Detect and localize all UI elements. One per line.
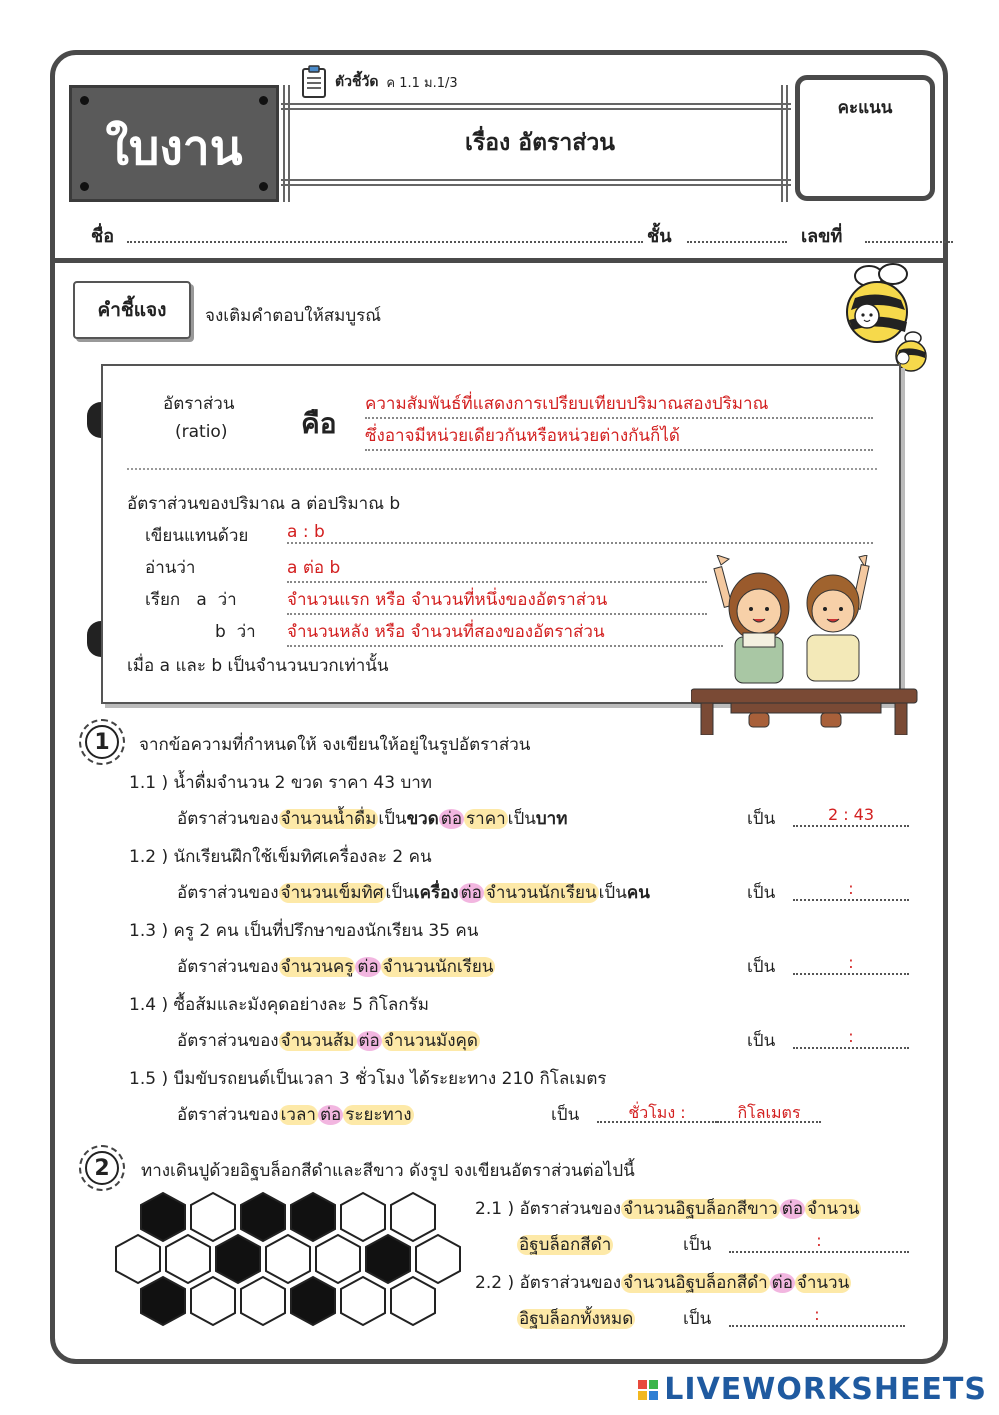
item-number: 2.2 ) — [475, 1273, 515, 1293]
highlight-term: จำนวนนักเรียน — [485, 883, 597, 903]
directions-label: คำชี้แจง — [73, 281, 191, 339]
is-label: เป็น — [683, 1235, 712, 1255]
is-label: เป็น — [747, 957, 776, 977]
answer-field-2-1[interactable]: : — [729, 1231, 909, 1253]
name-field[interactable] — [127, 241, 643, 243]
highlight-term: จำนวนส้ม — [280, 1031, 355, 1051]
highlight-term: จำนวนครู — [280, 957, 354, 977]
header-rule — [281, 184, 791, 186]
item-2-2 — [475, 1269, 851, 1296]
answer-field-1-1[interactable]: 2 : 43 — [793, 805, 909, 827]
connector: เป็น — [507, 809, 536, 829]
header-rule — [283, 85, 285, 202]
ratio-prefix: อัตราส่วนของ — [177, 809, 279, 829]
ratio-sentence-1-2 — [177, 879, 650, 906]
divider — [127, 468, 877, 470]
answer-field-1-5-b[interactable]: กิโลเมตร — [717, 1101, 821, 1123]
header-rule — [281, 108, 791, 110]
question-1-instruction: จากข้อความที่กำหนดให้ จงเขียนให้อยู่ในรูปอัตราส่วน — [139, 735, 531, 755]
hexagon-tile-diagram — [109, 1191, 469, 1355]
question-2-badge — [79, 1145, 125, 1191]
condition: เมื่อ a และ b เป็นจำนวนบวกเท่านั้น — [127, 656, 389, 676]
unit: บาท — [535, 809, 568, 829]
item-number: 1.1 ) — [129, 773, 169, 793]
worksheet-frame — [50, 50, 948, 1364]
answer-field-1-5-a[interactable]: ชั่วโมง : — [597, 1101, 717, 1123]
call-b-label: b ว่า — [215, 622, 256, 642]
is-label: เป็น — [551, 1105, 580, 1125]
answer-field-2-2[interactable]: : — [729, 1305, 905, 1327]
header-rule — [281, 103, 791, 105]
highlight-term: อิฐบล็อกทั้งหมด — [519, 1309, 634, 1329]
question-1-number: 1 — [85, 725, 119, 759]
highlight-term: จำนวนมังคุด — [383, 1031, 478, 1051]
name-label: ชื่อ — [91, 226, 115, 247]
item-1-2 — [129, 843, 432, 870]
item-2-1-cont — [517, 1231, 613, 1258]
item-1-5 — [129, 1065, 607, 1092]
highlight-term: จำนวนอิฐบล็อกสีดำ — [623, 1273, 768, 1293]
question-1-badge — [79, 719, 125, 765]
item-1-3 — [129, 917, 478, 944]
is-label: เป็น — [747, 809, 776, 829]
item-text: นักเรียนฝึกใช้เข็มทิศเครื่องละ 2 คน — [173, 847, 432, 867]
item-text: บีมขับรถยนต์เป็นเวลา 3 ชั่วโมง ได้ระยะทาง 210 กิโลเมตร — [173, 1069, 607, 1089]
liveworksheets-icon — [638, 1380, 658, 1400]
header-rule — [281, 179, 791, 181]
item-number: 1.5 ) — [129, 1069, 169, 1089]
unit: เครื่อง — [413, 883, 459, 903]
is-label: เป็น — [747, 1031, 776, 1051]
item-text: น้ำดื่มจำนวน 2 ขวด ราคา 43 บาท — [173, 773, 433, 793]
highlight-term: ราคา — [466, 809, 506, 829]
header-rule — [288, 85, 290, 202]
to-word: ต่อ — [440, 809, 463, 829]
ratio-prefix: อัตราส่วนของ — [519, 1199, 622, 1219]
term-english: (ratio) — [175, 422, 228, 442]
call-a-label: เรียก a ว่า — [145, 590, 237, 610]
to-word: ต่อ — [358, 1031, 380, 1051]
written-value: a : b — [287, 522, 873, 544]
read-label: อ่านว่า — [145, 558, 196, 578]
question-2-instruction: ทางเดินปูด้วยอิฐบล็อกสีดำและสีขาว ดังรูป จงเขียนอัตราส่วนต่อไปนี้ — [141, 1161, 635, 1181]
highlight-term: จำนวน — [807, 1199, 860, 1219]
item-1-1 — [129, 769, 432, 796]
to-word: ต่อ — [357, 957, 379, 977]
ratio-intro: อัตราส่วนของปริมาณ a ต่อปริมาณ b — [127, 494, 401, 514]
term: อัตราส่วน — [163, 394, 235, 414]
is-label: เป็น — [747, 883, 776, 903]
read-value: a ต่อ b — [287, 554, 707, 583]
written-label: เขียนแทนด้วย — [145, 526, 249, 546]
student-info-row — [91, 221, 921, 251]
number-field[interactable] — [865, 241, 953, 243]
is-word: คือ — [301, 407, 337, 440]
indicator-value: ค 1.1 ม.1/3 — [386, 75, 458, 91]
ratio-sentence-1-1 — [177, 805, 567, 832]
answer-field-1-4[interactable]: : — [793, 1027, 909, 1049]
connector: เป็น — [385, 883, 414, 903]
clipboard-icon — [301, 65, 327, 99]
highlight-term: จำนวนนักเรียน — [382, 957, 494, 977]
liveworksheets-logo — [638, 1372, 987, 1407]
item-2-2-cont — [517, 1305, 635, 1332]
class-field[interactable] — [687, 241, 787, 243]
highlight-term: ระยะทาง — [345, 1105, 412, 1125]
score-label: คะแนน — [837, 98, 893, 118]
corner-dot — [80, 96, 89, 105]
call-a-value: จำนวนแรก หรือ จำนวนที่หนึ่งของอัตราส่วน — [287, 586, 707, 615]
ratio-prefix: อัตราส่วนของ — [177, 1031, 279, 1051]
item-2-1 — [475, 1195, 861, 1222]
to-word: ต่อ — [319, 1105, 342, 1125]
brand-name: LIVEWORKSHEETS — [664, 1372, 987, 1407]
header-divider — [55, 258, 943, 263]
indicator — [301, 65, 458, 99]
class-label: ชั้น — [647, 226, 672, 247]
call-b-value: จำนวนหลัง หรือ จำนวนที่สองของอัตราส่วน — [287, 618, 723, 647]
highlight-term: จำนวน — [796, 1273, 850, 1293]
header-rule — [786, 85, 788, 202]
to-word: ต่อ — [460, 883, 482, 903]
highlight-term: อิฐบล็อกสีดำ — [519, 1235, 612, 1255]
binder-tab — [87, 621, 101, 657]
item-1-4 — [129, 991, 429, 1018]
indicator-label: ตัวชี้วัด — [335, 74, 379, 90]
highlight-term: จำนวนน้ำดื่ม — [280, 809, 377, 829]
score-box — [795, 75, 935, 201]
item-number: 2.1 ) — [475, 1199, 515, 1219]
topic-title: เรื่อง อัตราส่วน — [465, 130, 615, 156]
definition-meaning-1: ความสัมพันธ์ที่แสดงการเปรียบเทียบปริมาณสองปริมาณ — [365, 390, 873, 419]
worksheet-title-box — [69, 85, 279, 202]
item-number: 1.2 ) — [129, 847, 169, 867]
ratio-prefix: อัตราส่วนของ — [519, 1273, 622, 1293]
highlight-term: จำนวนเข็มทิศ — [280, 883, 384, 903]
answer-field-1-2[interactable]: : — [793, 879, 909, 901]
is-label: เป็น — [683, 1309, 712, 1329]
unit: คน — [626, 883, 650, 903]
ratio-prefix: อัตราส่วนของ — [177, 1105, 279, 1125]
number-label: เลขที่ — [801, 226, 843, 247]
item-text: ซื้อส้มและมังคุดอย่างละ 5 กิโลกรัม — [173, 995, 429, 1015]
answer-field-1-3[interactable]: : — [793, 953, 909, 975]
to-word: ต่อ — [771, 1273, 793, 1293]
highlight-term: เวลา — [280, 1105, 316, 1125]
corner-dot — [259, 96, 268, 105]
ratio-prefix: อัตราส่วนของ — [177, 883, 279, 903]
question-2-number: 2 — [85, 1151, 119, 1185]
connector: เป็น — [598, 883, 627, 903]
to-word: ต่อ — [781, 1199, 804, 1219]
definition-meaning-2: ซึ่งอาจมีหน่วยเดียวกันหรือหน่วยต่างกันก็ได้ — [365, 422, 873, 451]
item-text: ครู 2 คน เป็นที่ปรึกษาของนักเรียน 35 คน — [173, 921, 479, 941]
bee-illustration — [835, 260, 945, 380]
ratio-sentence-1-3 — [177, 953, 495, 980]
item-number: 1.3 ) — [129, 921, 169, 941]
students-illustration — [691, 555, 921, 735]
ratio-sentence-1-5 — [177, 1101, 414, 1128]
connector: เป็น — [378, 809, 407, 829]
highlight-term: จำนวนอิฐบล็อกสีขาว — [623, 1199, 778, 1219]
directions-text: จงเติมคำตอบให้สมบูรณ์ — [205, 306, 382, 326]
ratio-sentence-1-4 — [177, 1027, 480, 1054]
binder-tab — [87, 402, 101, 438]
item-number: 1.4 ) — [129, 995, 169, 1015]
ratio-prefix: อัตราส่วนของ — [177, 957, 279, 977]
unit: ขวด — [406, 809, 439, 829]
worksheet-title: ใบงาน — [105, 120, 243, 176]
